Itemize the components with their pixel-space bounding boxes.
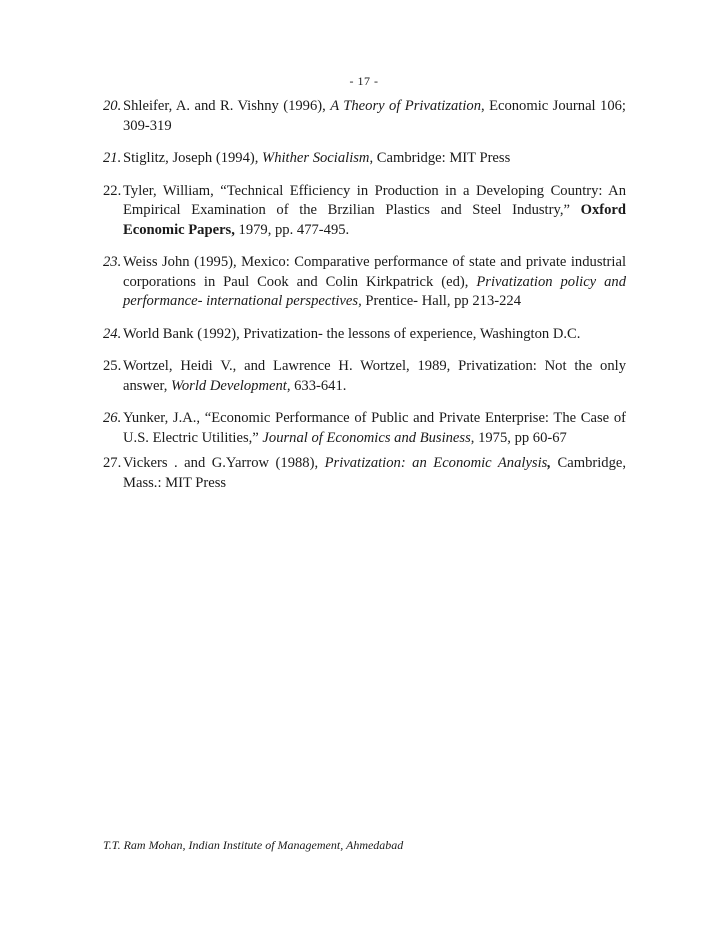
reference-text [123,150,510,166]
reference-segment: Whither Socialism [262,150,370,166]
reference-segment: , 1975, pp 60-67 [470,429,567,446]
reference-item [103,253,626,312]
reference-item [103,454,626,493]
reference-segment: Vickers . and G.Yarrow (1988), [123,455,325,471]
page-number: - 17 - [349,74,379,88]
reference-number: 25. [103,358,122,374]
reference-segment: Privatization policy and performance- international perspectives, [123,273,626,309]
reference-item [103,97,626,136]
reference-text [123,455,626,491]
reference-number: 20. [103,98,122,114]
reference-segment: Oxford Economic Papers, [123,202,626,238]
reference-segment: 1979, pp. 477-495. [234,221,350,238]
reference-segment: , Cambridge: MIT Press [369,150,511,166]
reference-segment: Prentice- Hall, pp 213-224 [361,293,521,309]
reference-number: 27. [103,455,122,471]
reference-segment: Wortzel, Heidi V., and Lawrence H. Wortzel, 1989, Privatization: Not the only answer, [123,358,626,394]
reference-text [123,254,626,309]
page-footer: T.T. Ram Mohan, Indian Institute of Management, Ahmedabad [103,838,404,852]
reference-segment: Tyler, William, “Technical Efficiency in Production in a Developing Country: An Empirical Examination of the Brzilian Plastics and Steel Industry,” [123,182,626,218]
reference-segment: , Economic Journal 106; 309-319 [123,98,626,134]
reference-segment: Privatization: an Economic Analysis [324,455,548,471]
reference-item [103,409,626,448]
reference-text [123,183,626,238]
reference-segment: , [547,455,551,471]
reference-number: 26. [103,410,122,426]
reference-list [103,97,626,506]
reference-segment: Weiss John (1995), Mexico: Comparative performance of state and private industrial corporations in Paul Cook and Colin Kirkpatrick (ed), [123,254,626,290]
reference-number: 21. [103,150,122,166]
reference-segment: Cambridge, Mass.: MIT Press [123,455,626,491]
reference-number: 22. [103,182,122,199]
reference-segment: Journal of Economics and Business [262,429,471,446]
reference-item [103,325,626,345]
reference-number: 24. [103,325,122,342]
reference-segment: Shleifer, A. and R. Vishny (1996), [123,98,331,114]
reference-segment: Yunker, J.A., “Economic Performance of Public and Private Enterprise: The Case of U.S. Electric Utilities,” [123,410,626,446]
reference-item [103,357,626,396]
reference-text [123,98,626,134]
reference-text [123,410,626,446]
reference-segment: Stiglitz, Joseph (1994), [123,150,263,166]
reference-number: 23. [103,254,122,270]
reference-segment: World Development [171,377,287,394]
reference-item [103,149,626,169]
reference-segment: , 633-641. [286,377,347,394]
reference-text [123,326,580,342]
reference-segment: World Bank (1992), Privatization- the lessons of experience, Washington D.C. [123,325,581,342]
reference-item [103,182,626,241]
reference-text [123,358,626,394]
reference-segment: A Theory of Privatization [330,98,481,114]
